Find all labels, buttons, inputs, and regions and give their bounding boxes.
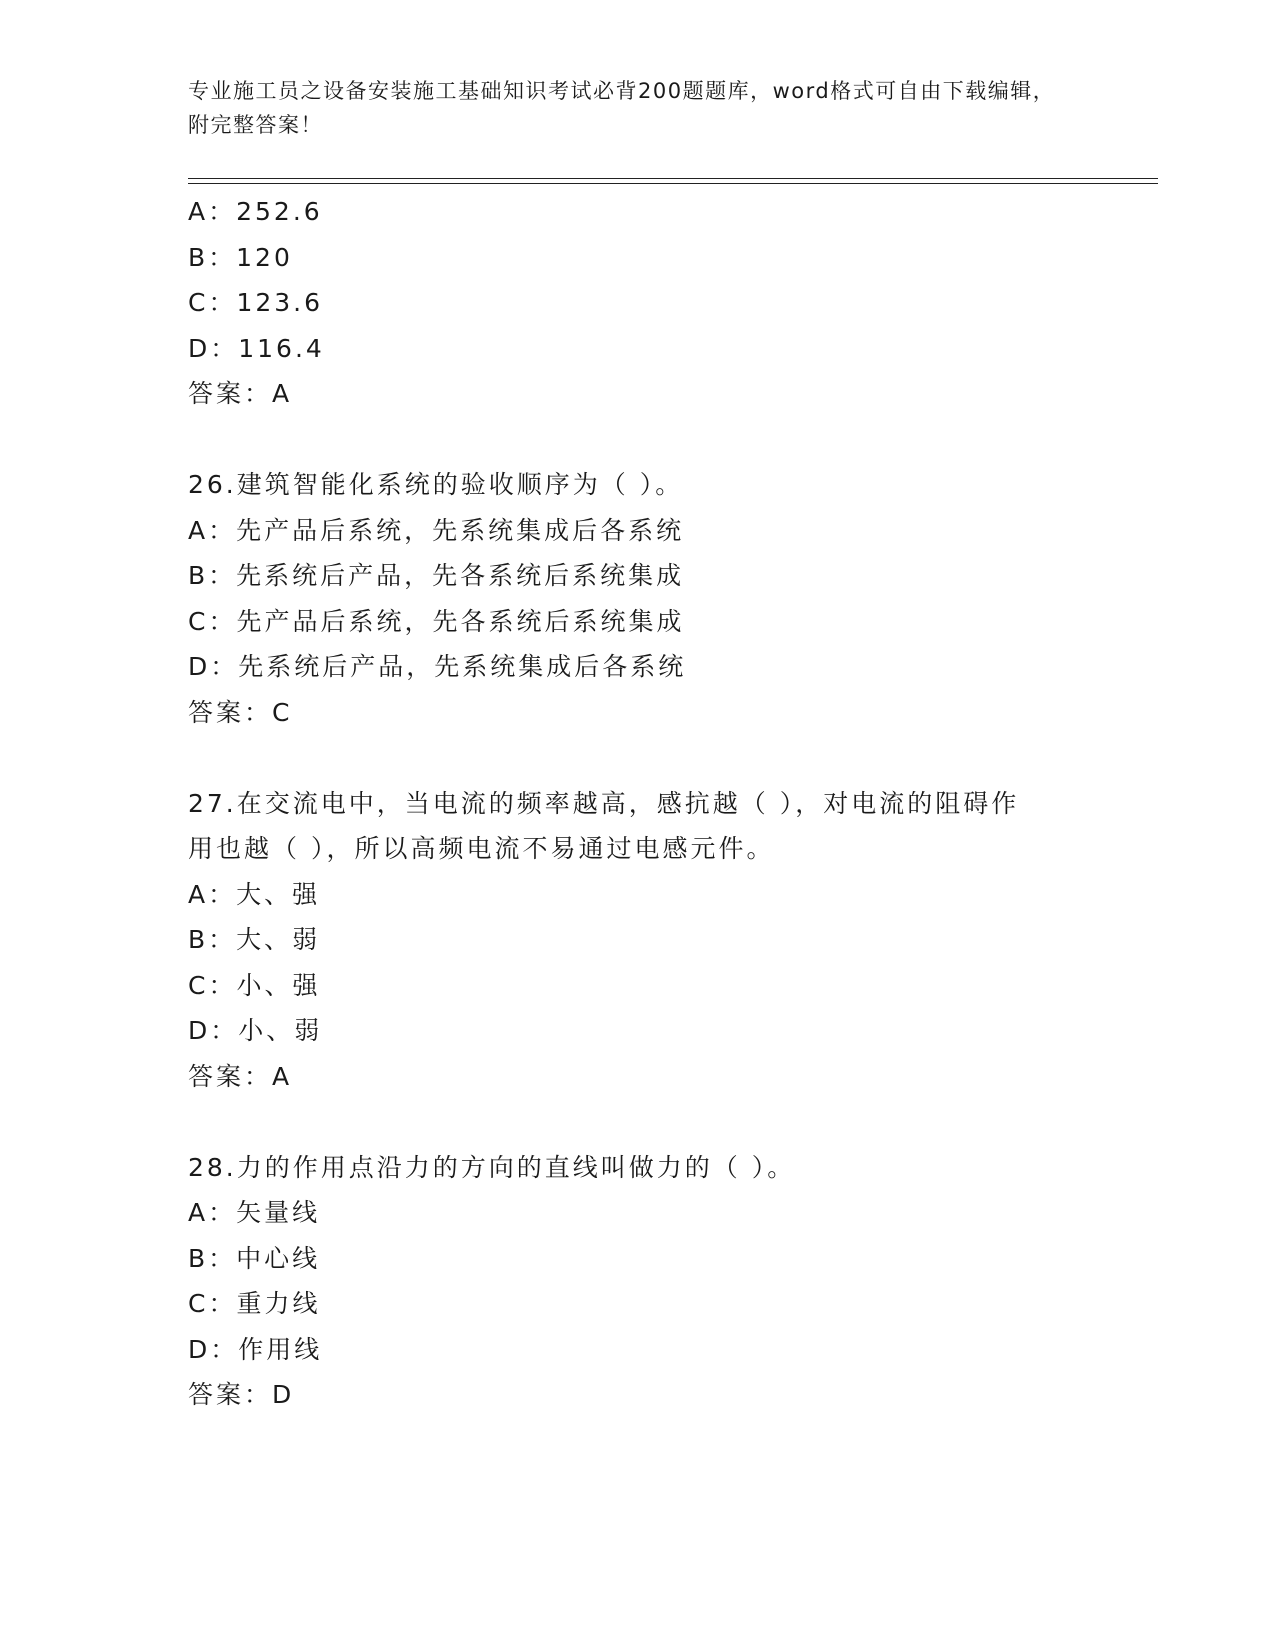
option-a: A：矢量线 (188, 1198, 321, 1227)
question-text: 26.建筑智能化系统的验收顺序为（ ）。 (188, 470, 684, 499)
option-d: D：116.4 (188, 333, 325, 363)
option-c: C：123.6 (188, 288, 324, 317)
answer-line: 答案：A (188, 1061, 293, 1091)
option-b: B：中心线 (188, 1243, 321, 1273)
option-d: D：小、弱 (188, 1016, 323, 1045)
option-d: D：作用线 (188, 1334, 323, 1364)
question-text: 28.力的作用点沿力的方向的直线叫做力的（ ）。 (188, 1152, 796, 1182)
question-block-25 (188, 189, 1088, 417)
option-a: A：先产品后系统，先系统集成后各系统 (188, 515, 685, 545)
question-text-line-2: 用也越（ ），所以高频电流不易通过电感元件。 (188, 834, 775, 863)
question-block-28 (188, 1145, 1088, 1418)
page-header: 专业施工员之设备安装施工基础知识考试必背200题题库，word格式可自由下载编辑，附完整答案！ (188, 79, 1056, 137)
question-text-line-1: 27.在交流电中，当电流的频率越高，感抗越（ ），对电流的阻碍作 (188, 788, 1020, 818)
option-c: C：小、强 (188, 970, 321, 1000)
answer-line: 答案：D (188, 1380, 295, 1409)
option-d: D：先系统后产品，先系统集成后各系统 (188, 652, 687, 681)
option-c: C：重力线 (188, 1289, 321, 1318)
question-block-27 (188, 781, 1088, 1100)
question-block-26 (188, 462, 1088, 735)
option-a: A：大、强 (188, 879, 321, 909)
option-b: B：大、弱 (188, 925, 321, 954)
option-a: A：252.6 (188, 197, 323, 226)
answer-line: 答案：A (188, 379, 293, 408)
header-divider-bottom (188, 183, 1158, 184)
question-list (188, 189, 1088, 1418)
option-b: B：120 (188, 242, 293, 272)
header-divider-top (188, 178, 1158, 179)
option-c: C：先产品后系统，先各系统后系统集成 (188, 606, 685, 636)
answer-line: 答案：C (188, 697, 293, 727)
option-b: B：先系统后产品，先各系统后系统集成 (188, 561, 685, 590)
